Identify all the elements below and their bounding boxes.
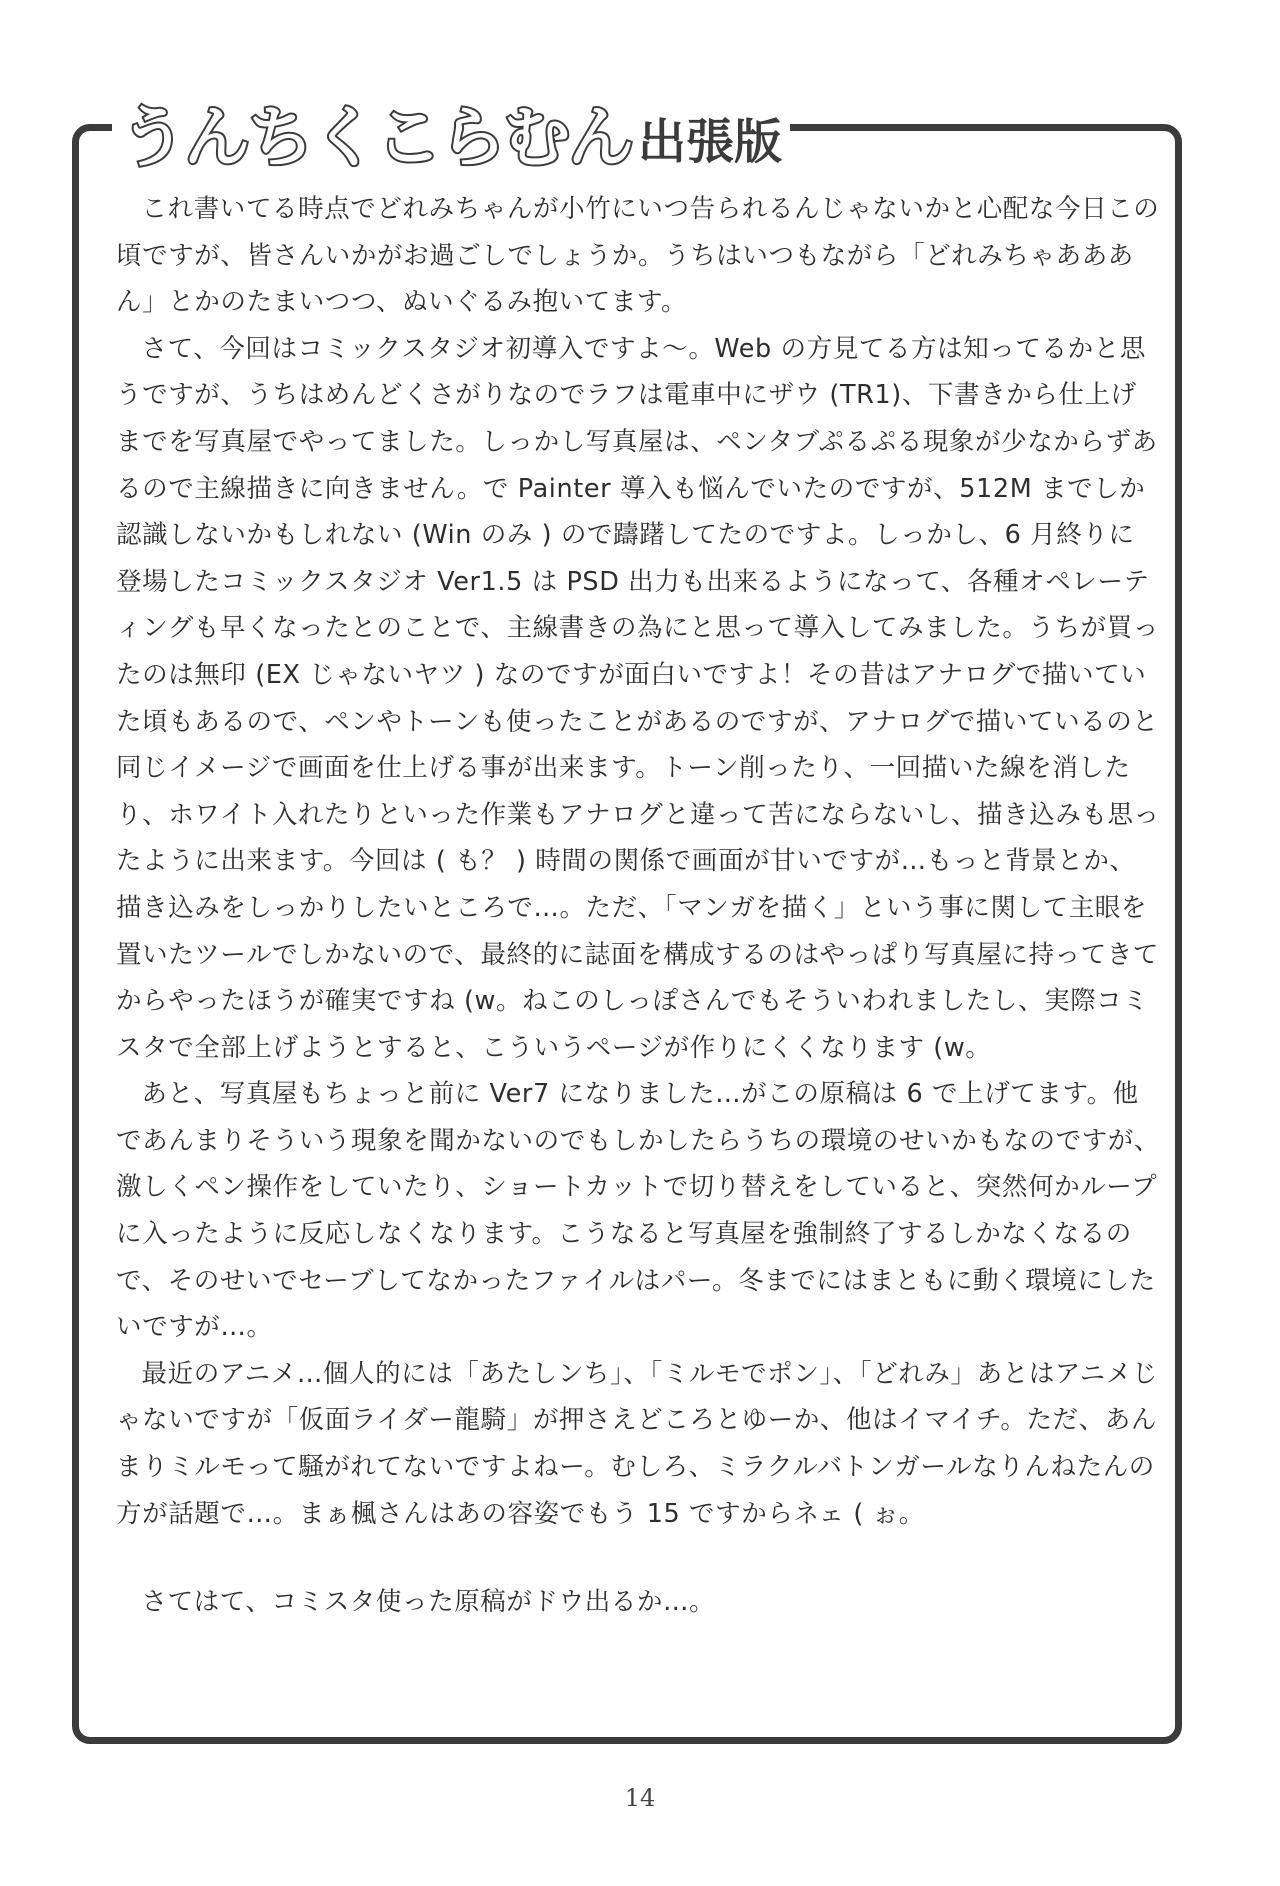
article-body [116, 186, 1160, 1626]
paragraph-1: これ書いてる時点でどれみちゃんが小竹にいつ告られるんじゃないかと心配な今日この頃ですが、皆さんいかがお過ごしでしょうか。うちはいつもながら「どれみちゃあああん」とかのたまいつつ、ぬいぐるみ抱いてます。 [116, 194, 1160, 318]
article-title [112, 92, 790, 178]
page-number: 14 [624, 1784, 656, 1812]
title-sub: 出張版 [638, 114, 783, 170]
paragraph-2: さて、今回はコミックスタジオ初導入ですよ〜。Web の方見てる方は知ってるかと思うですが、うちはめんどくさがりなのでラフは電車中にザウ (TR1)、下書きから仕上げまでを写真屋でやってました。しっかし写真屋は、ペンタブぷるぷる現象が少なからずあるので主線描きに向きません。で Painter 導入も悩んでいたのですが、512M までしか認識しないかもしれない (Win のみ ) ので躊躇してたのですよ。しっかし、6 月終りに登場したコミックスタジオ Ver1.5 は PSD 出力も出来るようになって、各種オペレーティングも早くなったとのことで、主線書きの為にと思って導入してみました。うちが買ったのは無印 (EX じゃないヤツ ) なのですが面白いですよ！その昔はアナログで描いていた頃もあるので、ペンやトーンも使ったことがあるのですが、アナログで描いているのと同じイメージで画面を仕上げる事が出来ます。トーン削ったり、一回描いた線を消したり、ホワイト入れたりといった作業もアナログと違って苦にならないし、描き込みも思ったように出来ます。今回は ( も？ ) 時間の関係で画面が甘いですが…もっと背景とか、描き込みをしっかりしたいところで…。ただ、「マンガを描く」という事に関して主眼を置いたツールでしかないので、最終的に誌面を構成するのはやっぱり写真屋に持ってきてからやったほうが確実ですね (w。ねこのしっぽさんでもそういわれましたし、実際コミスタで全部上げようとすると、こういうページが作りにくくなります (w。 [116, 333, 1160, 1063]
paragraph-4: 最近のアニメ…個人的には「あたしンち」、「ミルモでポン」、「どれみ」あとはアニメじゃないですが「仮面ライダー龍騎」が押さえどころとゆーか、他はイマイチ。ただ、あんまりミルモって騒がれてないですよねー。むしろ、ミラクルバトンガールなりんねたんの方が話題で…。まぁ楓さんはあの容姿でもう 15 ですからネェ ( ぉ。 [116, 1358, 1159, 1529]
closing-line: さてはて、コミスタ使った原稿がドウ出るか…。 [141, 1587, 716, 1618]
paragraph-3: あと、写真屋もちょっと前に Ver7 になりました…がこの原稿は 6 で上げてます。他であんまりそういう現象を聞かないのでもしかしたらうちの環境のせいかもなのですが、激しくペン操作をしていたり、ショートカットで切り替えをしていると、突然何かループに入ったように反応しなくなります。こうなると写真屋を強制終了するしかなくなるので、そのせいでセーブしてなかったファイルはパー。冬までにはまともに動く環境にしたいですが…。 [116, 1079, 1161, 1343]
title-main: うんちくこらむん [120, 99, 632, 176]
